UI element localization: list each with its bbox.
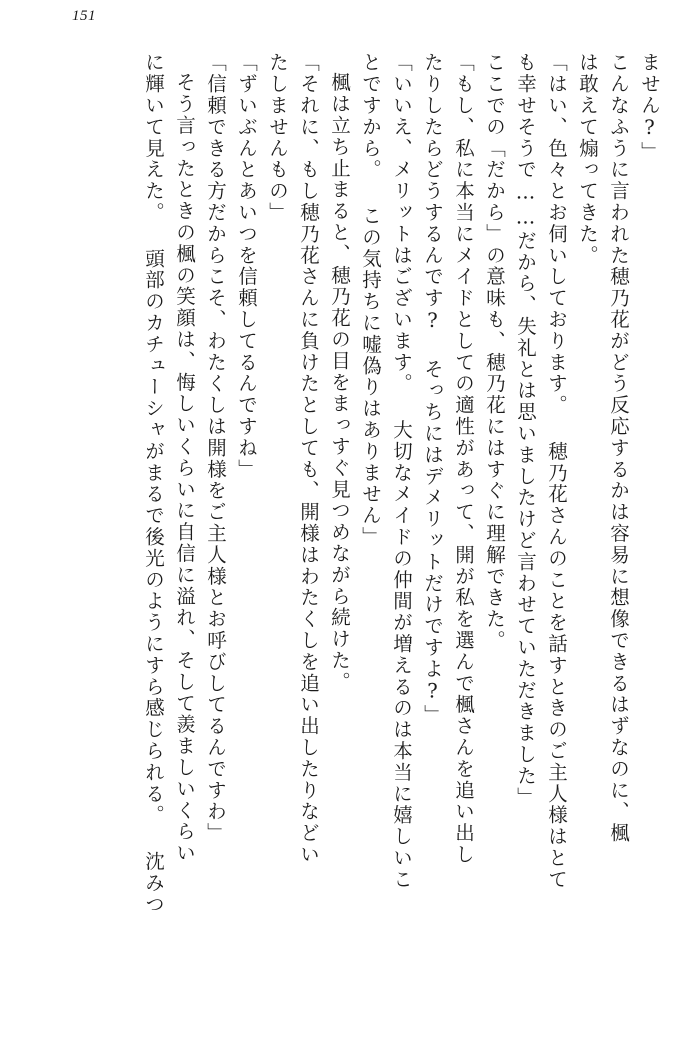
text-line: たりしたらどうするんです? そっちにはデメリットだけですよ?」 <box>421 52 444 726</box>
text-line: たしませんもの」 <box>266 52 289 224</box>
text-line: 「それに、もし穂乃花さんに負けたとしても、開様はわたくしを追い出したりなどい <box>297 52 320 866</box>
text-line: 「もし、私に本当にメイドとしての適性があって、開が私を選んで楓さんを追い出し <box>452 52 475 866</box>
text-line: そう言ったときの楓の笑顔は、悔しいくらいに自信に溢れ、そして羨ましいくらい <box>173 72 196 864</box>
text-line: 「いいえ、メリットはございます。 大切なメイドの仲間が増えるのは本当に嬉しいこ <box>390 52 413 891</box>
text-line: ここでの「だから」の意味も、穂乃花にはすぐに理解できた。 <box>483 52 506 652</box>
text-line: に輝いて見えた。 頭部のカチューシャがまるで後光のようにすら感じられる。 沈みつ <box>142 52 165 915</box>
text-line: も幸せそうで……だから、失礼とは思いましたけど言わせていただきました」 <box>514 52 537 808</box>
text-line: とですから。 この気持ちに嘘偽りはありません」 <box>359 52 382 548</box>
text-line: は敢えて煽ってきた。 <box>576 52 599 266</box>
text-line: 楓は立ち止まると、穂乃花の目をまっすぐ見つめながら続けた。 <box>328 72 351 693</box>
text-line: 「ずいぶんとあいつを信頼してるんですね」 <box>235 52 258 480</box>
text-line: 「信頼できる方だからこそ、わたくしは開様をご主人様とお呼びしてるんですわ」 <box>204 52 227 844</box>
page-number: 151 <box>72 8 96 24</box>
text-line: こんなふうに言われた穂乃花がどう反応するかは容易に想像できるはずなのに、楓 <box>607 52 630 844</box>
text-line: ません?」 <box>638 52 661 163</box>
vertical-text-body <box>34 52 659 1024</box>
text-line: 「はい、色々とお伺いしております。 穂乃花さんのことを話すときのご主人様はとて <box>545 52 568 891</box>
